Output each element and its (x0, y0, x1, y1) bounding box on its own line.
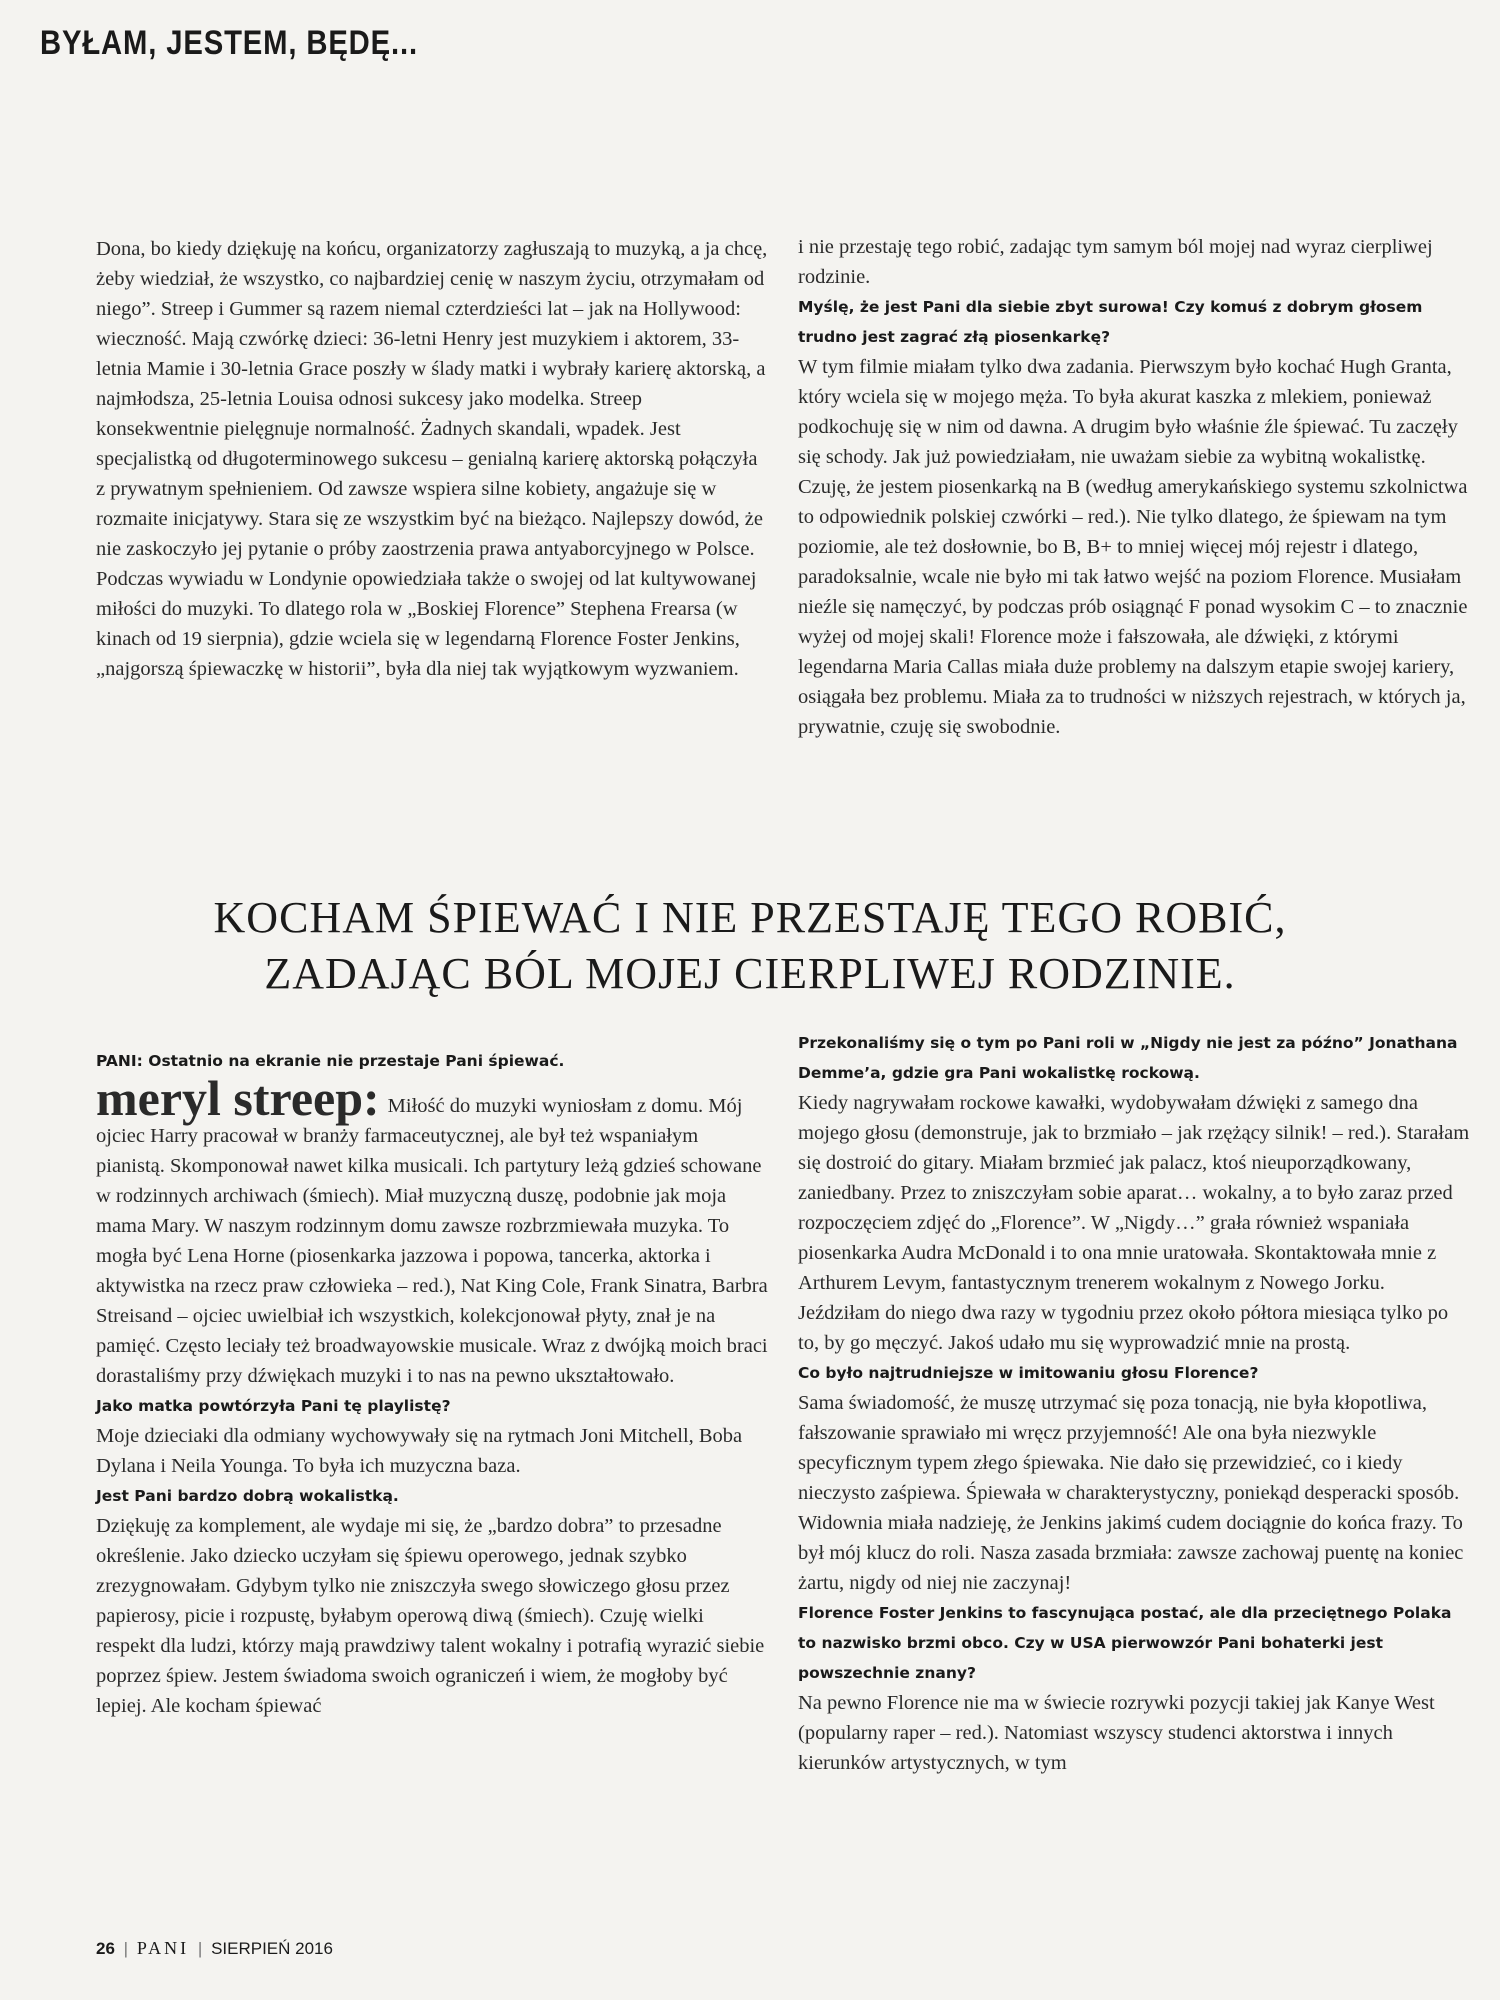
footer-separator: | (197, 1939, 203, 1958)
interview-question: PANI: Ostatnio na ekranie nie przestaje Pani śpiewać. (96, 1052, 565, 1070)
answer-paragraph: Kiedy nagrywałam rockowe kawałki, wydobywałam dźwięki z samego dna mojego głosu (demonstruje, jak to brzmiało – jak rzężący silnik! – red.). Starałam się dostroić do gitary. Miałam brzmieć jak palacz, ktoś nieuporządkowany, zaniedbany. Przez to zniszczyłam sobie aparat… wokalny, a to było zaraz przed rozpoczęciem zdjęć do „Florence”. W „Nigdy…” grała również wspaniała piosenkarka Audra McDonald i to ona mnie uratowała. Skontaktowała mnie z Arthurem Levym, fantastycznym trenerem wokalnym z Nowego Jorku. Jeździłam do niego dwa razy w tygodniu przez około półtora miesiąca tylko po to, by go męczyć. Jakoś udało mu się wyprowadzić mnie na prostą. (798, 1092, 1470, 1354)
pull-quote-line: ZADAJĄC BÓL MOJEJ CIERPLIWEJ RODZINIE. (264, 949, 1236, 998)
answer-paragraph: i nie przestaję tego robić, zadając tym samym ból mojej nad wyraz cierpliwej rodzinie. (798, 236, 1433, 288)
speaker-name: meryl streep: (96, 1070, 380, 1126)
section-title: BYŁAM, JESTEM, BĘDĘ... (40, 24, 418, 62)
pull-quote-line: KOCHAM ŚPIEWAĆ I NIE PRZESTAJĘ TEGO ROBIĆ, (213, 893, 1287, 942)
article-column-top-left (96, 234, 768, 684)
interview-question: Jest Pani bardzo dobrą wokalistką. (96, 1487, 399, 1505)
answer-paragraph: Na pewno Florence nie ma w świecie rozrywki pozycji takiej jak Kanye West (popularny raper – red.). Natomiast wszyscy studenci aktorstwa i innych kierunków artystycznych, w tym (798, 1692, 1435, 1774)
interview-question: Florence Foster Jenkins to fascynująca postać, ale dla przeciętnego Polaka to nazwisko brzmi obco. Czy w USA pierwowzór Pani bohaterki jest powszechnie znany? (798, 1604, 1452, 1682)
footer-separator: | (123, 1939, 129, 1958)
body-paragraph: Dona, bo kiedy dziękuję na końcu, organizatorzy zagłuszają to muzyką, a ja chcę, żeby wiedział, że wszystko, co najbardziej cenię w naszym życiu, otrzymałam od niego”. Streep i Gummer są razem niemal czterdzieści lat – jak na Hollywood: wieczność. Mają czwórkę dzieci: 36-letni Henry jest muzykiem i aktorem, 33-letnia Mamie i 30-letnia Grace poszły w ślady matki i wybrały karierę aktorską, a najmłodsza, 25-letnia Louisa odnosi sukcesy jako modelka. Streep konsekwentnie pielęgnuje normalność. Żadnych skandali, wpadek. Jest specjalistką od długoterminowego sukcesu – genialną karierę aktorską połączyła z prywatnym spełnieniem. Od zawsze wspiera silne kobiety, angażuje się w rozmaite inicjatywy. Stara się ze wszystkim być na bieżąco. Najlepszy dowód, że nie zaskoczyło jej pytanie o próby zaostrzenia prawa antyaborcyjnego w Polsce. Podczas wywiadu w Londynie opowiedziała także o swojej od lat kultywowanej miłości do muzyki. To dlatego rola w „Boskiej Florence” Stephena Frearsa (w kinach od 19 sierpnia), gdzie wciela się w legendarną Florence Foster Jenkins, „najgorszą śpiewaczkę w historii”, była dla niej tak wyjątkowym wyzwaniem. (96, 238, 768, 680)
speaker-answer (96, 1070, 768, 1391)
interview-question: Co było najtrudniejsze w imitowaniu głosu Florence? (798, 1364, 1259, 1382)
answer-paragraph: W tym filmie miałam tylko dwa zadania. Pierwszym było kochać Hugh Granta, który wciela się w mojego męża. To była akurat kaszka z mlekiem, ponieważ podkochuję się w nim od dawna. A drugim było właśnie źle śpiewać. Tu zaczęły się schody. Jak już powiedziałam, nie uważam siebie za wybitną wokalistkę. Czuję, że jestem piosenkarką na B (według amerykańskiego systemu szkolnictwa to odpowiednik polskiej czwórki – red.). Nie tylko dlatego, że śpiewam na tym poziomie, ale też dosłownie, bo B, B+ to mniej więcej mój rejestr i dlatego, paradoksalnie, wcale nie było mi tak łatwo wejść na poziom Florence. Musiałam nieźle się namęczyć, by podczas prób osiągnąć F ponad wysokim C – to znacznie wyżej od mojej skali! Florence może i fałszowała, ale dźwięki, z którymi legendarna Maria Callas miała duże problemy na dalszym etapie swojej kariery, osiągała bez problemu. Miała za to trudności w niższych rejestrach, w których ja, prywatnie, czuję się swobodnie. (798, 356, 1468, 738)
issue-date: SIERPIEŃ 2016 (211, 1939, 333, 1958)
interview-question: Przekonaliśmy się o tym po Pani roli w „Nigdy nie jest za późno” Jonathana Demme’a, gdzie gra Pani wokalistkę rockową. (798, 1034, 1458, 1082)
magazine-name: PANI (136, 1938, 190, 1958)
interview-question: Jako matka powtórzyła Pani tę playlistę? (96, 1397, 451, 1415)
page-number: 26 (96, 1939, 115, 1958)
answer-paragraph: Dziękuję za komplement, ale wydaje mi się, że „bardzo dobra” to przesadne określenie. Jako dziecko uczyłam się śpiewu operowego, jednak szybko zrezygnowałam. Gdybym tylko nie zniszczyła swego słowiczego głosu przez papierosy, picie i rozpustę, byłabym operową diwą (śmiech). Czuję wielki respekt dla ludzi, którzy mają prawdziwy talent wokalny i potrafią wyrazić siebie poprzez śpiew. Jestem świadoma swoich ograniczeń i wiem, że mogłoby być lepiej. Ale kocham śpiewać (96, 1515, 765, 1717)
answer-paragraph: Sama świadomość, że muszę utrzymać się poza tonacją, nie była kłopotliwa, fałszowanie sprawiało mi wręcz przyjemność! Ale ona była niezwykle specyficznym typem złego śpiewaka. Nie dało się przewidzieć, co i kiedy nieczysto zaśpiewa. Śpiewała w charakterystyczny, poniekąd desperacki sposób. Widownia miała nadzieję, że Jenkins jakimś cudem dociągnie do końca frazy. To był mój klucz do roli. Nasza zasada brzmiała: zawsze zachowaj puentę na koniec żartu, nigdy od niej nie zaczynaj! (798, 1392, 1464, 1594)
interview-question: Myślę, że jest Pani dla siebie zbyt surowa! Czy komuś z dobrym głosem trudno jest zagrać złą piosenkarkę? (798, 298, 1423, 346)
article-column-bottom-left (96, 1046, 768, 1721)
page-footer (96, 1938, 333, 1959)
answer-paragraph: Moje dzieciaki dla odmiany wychowywały się na rytmach Joni Mitchell, Boba Dylana i Neila Younga. To była ich muzyczna baza. (96, 1425, 743, 1477)
article-column-top-right (798, 232, 1470, 742)
answer-text: Miłość do muzyki wyniosłam z domu. Mój ojciec Harry pracował w branży farmaceutycznej, ale był też wspaniałym pianistą. Skomponował nawet kilka musicali. Ich partytury leżą gdzieś schowane w rodzinnych archiwach (śmiech). Miał muzyczną duszę, podobnie jak moja mama Mary. W naszym rodzinnym domu zawsze rozbrzmiewała muzyka. To mogła być Lena Horne (piosenkarka jazzowa i popowa, tancerka, aktorka i aktywistka na rzecz praw człowieka – red.), Nat King Cole, Frank Sinatra, Barbra Streisand – ojciec uwielbiał ich wszystkich, kolekcjonował płyty, znał je na pamięć. Często leciały też broadwayowskie musicale. Wraz z dwójką moich braci dorastaliśmy przy dźwiękach muzyki i to nas na pewno ukształtowało. (96, 1095, 768, 1387)
article-column-bottom-right (798, 1028, 1470, 1778)
pull-quote (60, 890, 1440, 1002)
